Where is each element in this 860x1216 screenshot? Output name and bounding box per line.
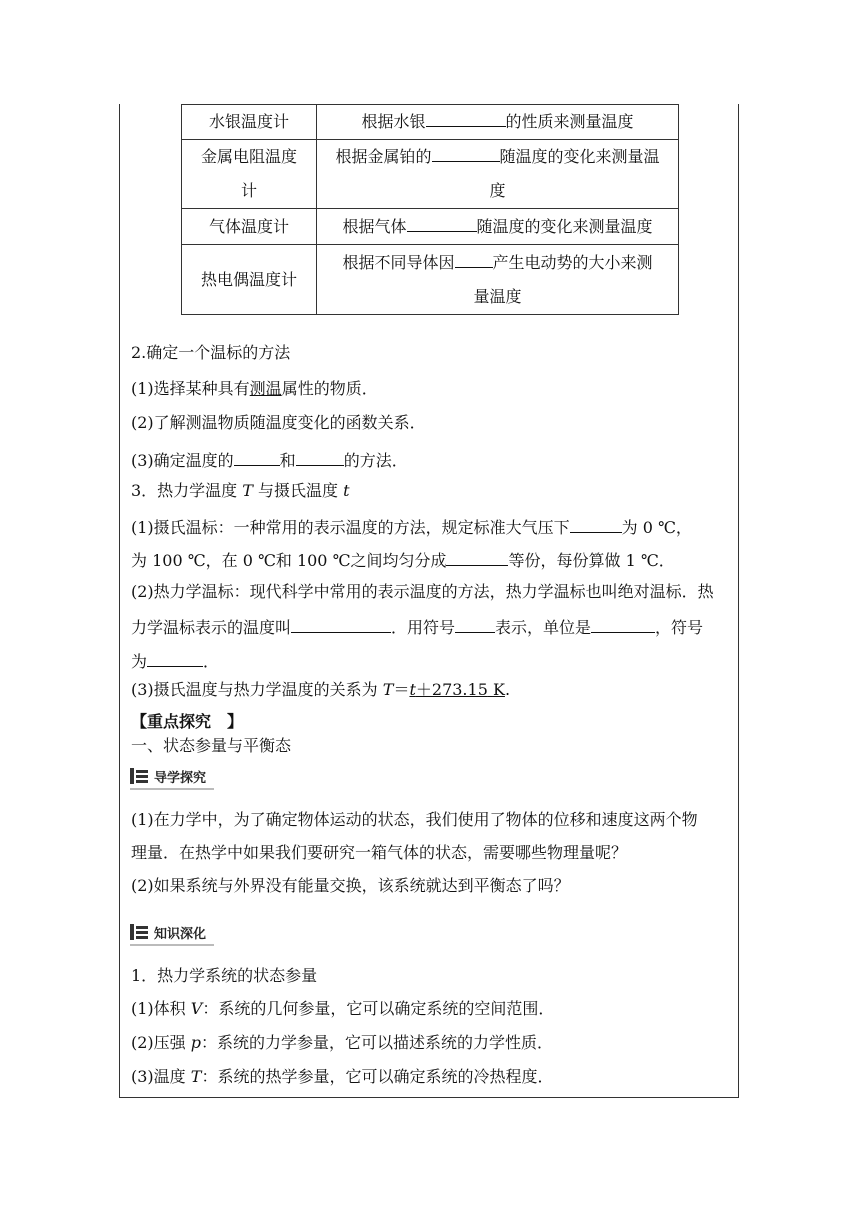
text: ＋273.15 (415, 680, 488, 699)
table-row (182, 209, 679, 245)
paragraph: (2)热力学温标：现代科学中常用的表示温度的方法，热力学温标也叫绝对温标．热 (131, 582, 714, 601)
fill-blank[interactable] (291, 614, 391, 633)
paragraph (131, 547, 675, 571)
fill-blank[interactable] (455, 614, 495, 633)
thermometer-table (181, 104, 679, 315)
paragraph: (2)如果系统与外界没有能量交换，该系统就达到平衡态了吗？ (131, 876, 570, 895)
fill-blank[interactable] (147, 648, 203, 667)
section-heading: 2.确定一个温标的方法 (131, 343, 291, 362)
text: 度 (489, 181, 506, 200)
symbol: p (190, 1033, 202, 1052)
fill-blank[interactable] (296, 447, 344, 466)
text: 为 (131, 652, 148, 671)
list-icon (130, 924, 148, 940)
guided-study-badge (130, 765, 206, 787)
paragraph (131, 1033, 553, 1053)
text: (1)体积 (131, 999, 191, 1018)
text: ＝ (393, 680, 410, 699)
table-row (182, 105, 679, 140)
badge-label: 知识深化 (154, 926, 207, 942)
symbol: T (382, 680, 394, 699)
table-cell-desc (317, 140, 679, 209)
table-cell-name: 气体温度计 (182, 209, 317, 245)
fill-blank[interactable] (426, 108, 506, 127)
divider (130, 944, 214, 946)
text: (3)摄氏温度与热力学温度的关系为 (131, 680, 383, 699)
table-row (182, 140, 679, 209)
table-cell-desc (317, 245, 679, 315)
text: 为 0 ℃， (621, 518, 692, 537)
fill-blank[interactable] (455, 249, 493, 268)
section-heading (131, 481, 350, 501)
text: K (492, 680, 505, 699)
fill-blank[interactable] (570, 514, 622, 533)
fill-blank[interactable] (407, 213, 477, 232)
text: ：系统的热学参量，它可以确定系统的冷热程度． (201, 1067, 554, 1086)
paragraph (131, 999, 554, 1019)
text: ．用符号 (391, 618, 456, 637)
text: 金属电阻温度 (200, 147, 297, 166)
paragraph (131, 648, 219, 672)
text: 表示，单位是 (495, 618, 592, 637)
text: (3)温度 (131, 1067, 191, 1086)
paragraph: (1)在力学中，为了确定物体运动的状态，我们使用了物体的位移和速度这两个物 (131, 810, 698, 829)
section-heading: 【重点探究 】 (131, 712, 244, 731)
knowledge-badge (130, 921, 206, 943)
table-cell-name: 水银温度计 (182, 105, 317, 140)
text: 根据气体 (342, 216, 407, 236)
symbol: t (409, 680, 416, 699)
text: ：系统的几何参量，它可以确定系统的空间范围． (202, 999, 555, 1018)
text: 根据不同导体因 (342, 252, 455, 272)
text: (2)压强 (131, 1033, 191, 1052)
paragraph (131, 379, 378, 399)
text: 随温度的变化来测量温 (499, 147, 660, 166)
text: 产生电动势的大小来测 (492, 252, 653, 272)
divider (130, 788, 214, 790)
text: . (504, 680, 511, 699)
text: (3)确定温度的 (131, 451, 234, 470)
text: 量温度 (473, 286, 522, 306)
table-row (182, 245, 679, 315)
symbol: T (190, 1067, 202, 1086)
text: 根据金属铂的 (335, 147, 432, 166)
table-cell-name: 热电偶温度计 (182, 245, 317, 315)
paragraph (131, 1067, 553, 1087)
list-icon (130, 768, 148, 784)
text: 与摄氏温度 (252, 481, 344, 500)
text: 属性的物质． (281, 379, 378, 398)
badge-label: 导学探究 (154, 770, 207, 786)
text: ：系统的力学参量，它可以描述系统的力学性质． (201, 1033, 554, 1052)
symbol: t (343, 481, 350, 500)
text: 为 100 ℃，在 0 ℃和 100 ℃之间均匀分成 (131, 551, 447, 570)
text: (1)选择某种具有 (131, 379, 250, 398)
text: (1)摄氏温标：一种常用的表示温度的方法，规定标准大气压下 (131, 518, 570, 537)
fill-blank[interactable] (432, 143, 500, 162)
table-cell-desc (317, 105, 679, 140)
paragraph (131, 514, 692, 538)
table-cell-name (182, 140, 317, 209)
text: 3．热力学温度 (131, 481, 243, 500)
table-cell-desc (317, 209, 679, 245)
text: 的方法． (343, 451, 408, 470)
text: 和 (279, 451, 296, 470)
text: ，符号 (655, 618, 704, 637)
symbol: T (242, 481, 253, 500)
text: 等份，每份算做 1 ℃． (508, 551, 675, 570)
underlined-text: 测温 (249, 379, 282, 398)
paragraph: (2)了解测温物质随温度变化的函数关系． (131, 413, 426, 432)
fill-blank[interactable] (591, 614, 655, 633)
text: 计 (240, 181, 257, 200)
text: 力学温标表示的温度叫 (131, 618, 292, 637)
fill-blank[interactable] (446, 547, 508, 566)
text: 根据水银 (361, 112, 426, 131)
subsection-heading: 一、状态参量与平衡态 (131, 736, 292, 755)
text: 随温度的变化来测量温度 (476, 216, 653, 236)
section-heading: 1．热力学系统的状态参量 (131, 966, 318, 985)
symbol: V (190, 999, 203, 1018)
paragraph (131, 447, 408, 471)
paragraph (131, 614, 703, 638)
text: 的性质来测量温度 (505, 112, 634, 131)
paragraph: 理量．在热学中如果我们要研究一箱气体的状态，需要哪些物理量呢？ (131, 843, 628, 862)
fill-blank[interactable] (234, 447, 280, 466)
paragraph (131, 680, 510, 700)
text: ． (203, 652, 220, 671)
